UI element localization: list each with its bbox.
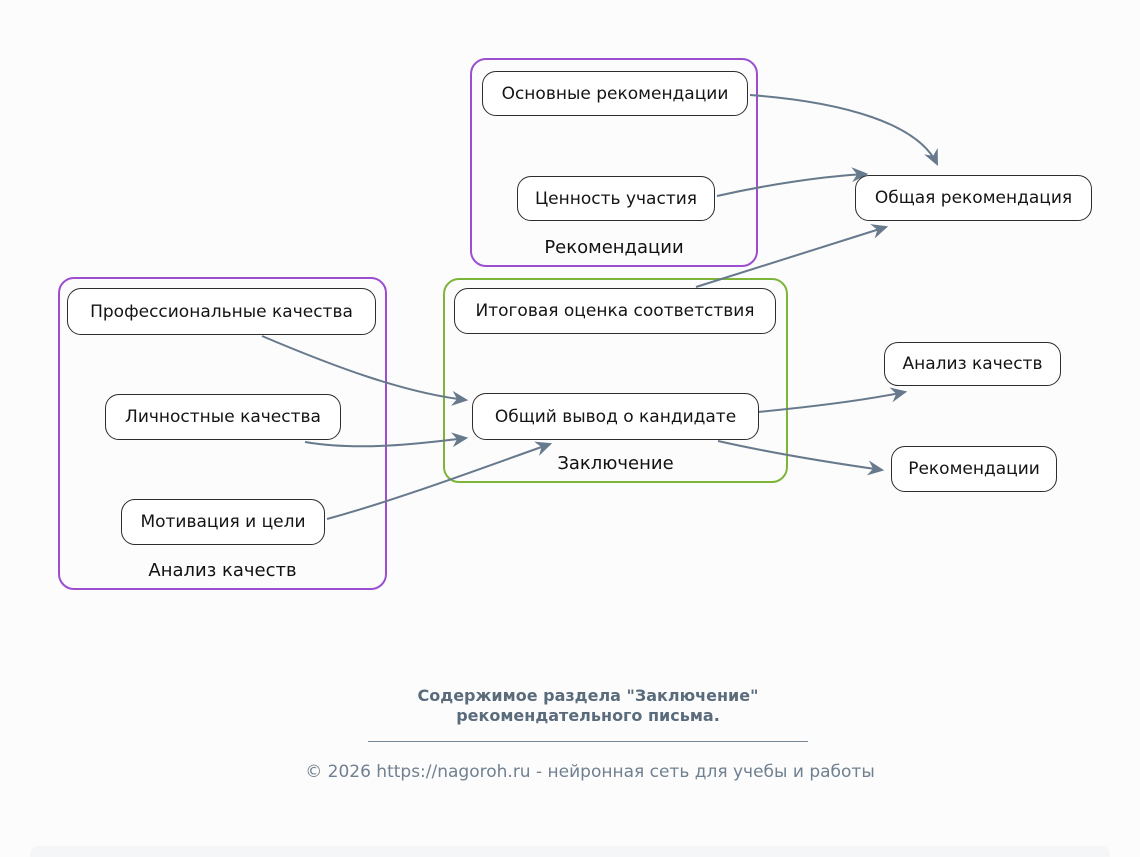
caption-title-line1: Содержимое раздела "Заключение" (417, 686, 759, 705)
node-main-recommendations-label: Основные рекомендации (501, 83, 729, 104)
node-overall-recommendation (855, 175, 1092, 221)
caption-block (288, 686, 888, 726)
node-motivation-goals (121, 499, 325, 545)
node-personal-qualities (105, 394, 341, 440)
node-qualities-analysis-label: Анализ качеств (902, 354, 1043, 374)
node-motivation-goals-label: Мотивация и цели (140, 512, 306, 532)
node-participation-value-label: Ценность участия (534, 188, 697, 209)
edge-main-recommendations-to-overall-recommendation (750, 95, 937, 164)
node-participation-value (517, 176, 715, 221)
node-professional-qualities (67, 288, 376, 335)
group-recommendations-label: Рекомендации (544, 237, 684, 258)
node-professional-qualities-label: Профессиональные качества (90, 301, 353, 322)
node-personal-qualities-label: Личностные качества (125, 407, 321, 427)
group-conclusion-label: Заключение (557, 453, 674, 474)
node-candidate-conclusion-label: Общий вывод о кандидате (494, 406, 737, 427)
node-qualities-analysis (884, 342, 1061, 386)
node-final-fit-assessment-label: Итоговая оценка соответствия (475, 301, 755, 321)
node-final-fit-assessment (454, 288, 776, 334)
caption-title-line2: рекомендательного письма. (456, 706, 720, 725)
node-main-recommendations (482, 71, 748, 116)
caption-divider (368, 741, 808, 742)
group-qualities-analysis-label: Анализ качеств (148, 560, 297, 581)
node-overall-recommendation-label: Общая рекомендация (874, 188, 1073, 208)
node-recommendations-out-label: Рекомендации (908, 459, 1040, 479)
window-bottom-edge (30, 846, 1110, 857)
node-candidate-conclusion (472, 393, 759, 440)
copyright-footer: © 2026 https://nagoroh.ru - нейронная сеть для учебы и работы (305, 762, 875, 782)
node-recommendations-out (891, 446, 1057, 492)
